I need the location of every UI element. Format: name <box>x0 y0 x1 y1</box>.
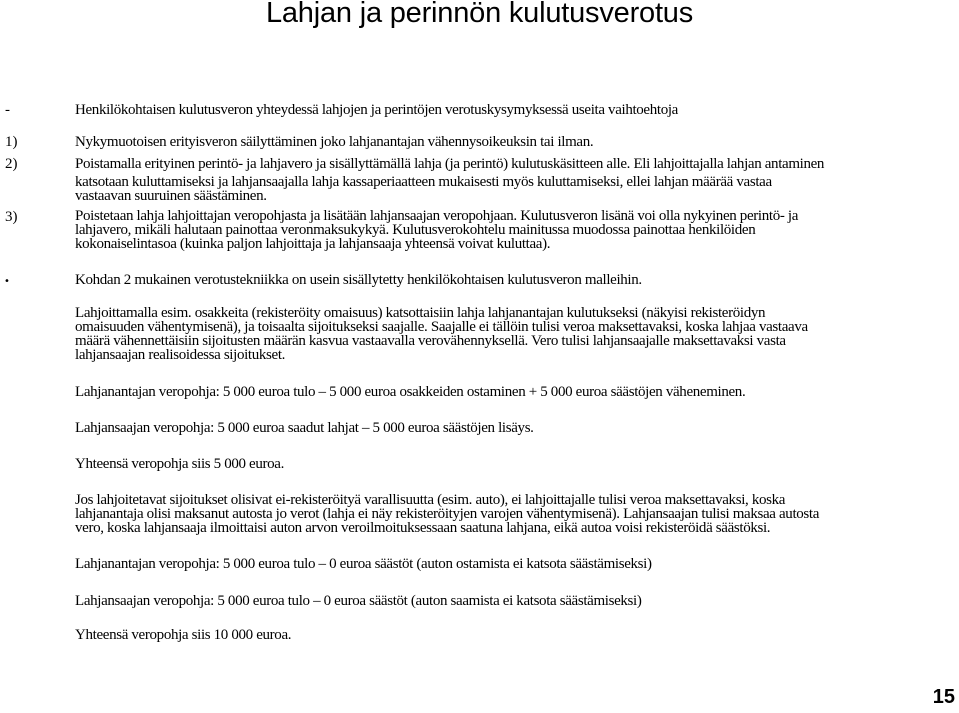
example-1-giver-base: Lahjanantajan veropohja: 5 000 euroa tulo – 5 000 euroa osakkeiden ostaminen + 5 000 euroa säästöjen väheneminen. <box>75 384 746 400</box>
option-1-text <box>75 134 955 150</box>
intro-text: Henkilökohtaisen kulutusveron yhteydessä lahjojen ja perintöjen verotuskysymyksessä useita vaihtoehtoja <box>75 102 678 118</box>
option-3-line: Poistetaan lahja lahjoittajan veropohjasta ja lisätään lahjansaajan veropohjaan. Kulutusveron lisänä voi olla nykyinen perintö- ja <box>75 208 799 224</box>
intro-marker: - <box>5 102 10 118</box>
example-2-paragraph <box>75 493 955 535</box>
page-number: 15 <box>932 686 955 708</box>
example-2-line: Jos lahjoitetavat sijoitukset olisivat ei-rekisteröityä varallisuutta (esim. auto), ei lahjoittajalle tulisi veroa maksettavaksi, koska <box>75 492 786 508</box>
option-3-line: lahjavero, mikäli halutaan painottaa veronmaksukykyä. Kulutusverokohtelu mainitussa muodossa painottaa henkilöiden <box>75 222 756 238</box>
option-1-marker: 1) <box>5 134 18 150</box>
example-2-receiver-base: Lahjansaajan veropohja: 5 000 euroa tulo – 0 euroa säästöt (auton saamista ei katsota säästämiseksi) <box>75 593 642 609</box>
example-2-total: Yhteensä veropohja siis 10 000 euroa. <box>75 627 292 643</box>
example-1-paragraph <box>75 306 955 362</box>
example-1-line: lahjansaajan realisoidessa sijoitukset. <box>75 347 286 363</box>
example-1-line: omaisuuden vähentymisenä), ja toisaalta sijoitukseksi saajalle. Saajalle ei tällöin tulisi veroa maksettavaksi, koska lahjaa vastaava <box>75 319 808 335</box>
option-2-line: vastaavan suuruinen säästäminen. <box>75 188 267 204</box>
option-2-marker: 2) <box>5 156 18 172</box>
option-2-text <box>75 175 955 203</box>
example-1-line: määrä vähennettäisiin sijoitusten määrän kasvua vastaavalla verovähennyksellä. Vero tulisi lahjansaajalle maksettavaksi vasta <box>75 333 786 349</box>
example-2-line: vero, koska lahjansaaja ilmoittaisi auton arvon veroilmoituksessaan saatuna lahjana, eikä autoa voisi rekisteröidä säästöksi. <box>75 520 771 536</box>
example-1-total: Yhteensä veropohja siis 5 000 euroa. <box>75 456 285 472</box>
example-2-line: lahjanantaja olisi maksanut autosta jo verot (lahja ei näy rekisteröityjen varojen vähentymisenä). Lahjansaajan tulisi maksaa autosta <box>75 506 820 522</box>
option-3-line: kokonaiselintasoa (kuinka paljon lahjoittaja ja lahjansaaja yhteensä voivat kuluttaa). <box>75 236 551 252</box>
example-1-line: Lahjoittamalla esim. osakkeita (rekisteröity omaisuus) katsottaisiin lahja lahjanantajan kulutukseksi (näkyisi rekisteröidyn <box>75 305 766 321</box>
example-2-giver-base: Lahjanantajan veropohja: 5 000 euroa tulo – 0 euroa säästöt (auton ostamista ei katsota säästämiseksi) <box>75 556 652 572</box>
option-3-marker: 3) <box>5 209 18 225</box>
bullet-icon: • <box>4 276 10 287</box>
option-2-first-line: Poistamalla erityinen perintö- ja lahjavero ja sisällyttämällä lahja (ja perintö) kulutuskäsitteen alle. Eli lahjoittajalla lahjan antaminen <box>75 156 825 172</box>
option-1-line: Nykymuotoisen erityisveron säilyttäminen joko lahjanantajan vähennysoikeuksin tai ilman. <box>75 134 594 150</box>
option-3-text <box>75 209 955 251</box>
page-title: Lahjan ja perinnön kulutusverotus <box>265 0 694 29</box>
example-1-receiver-base: Lahjansaajan veropohja: 5 000 euroa saadut lahjat – 5 000 euroa säästöjen lisäys. <box>75 420 534 436</box>
bullet-text: Kohdan 2 mukainen verotustekniikka on usein sisällytetty henkilökohtaisen kulutusveron malleihin. <box>75 272 642 288</box>
option-2-line: katsotaan kuluttamiseksi ja lahjansaajalla lahja kassaperiaatteen mukaisesti myös kuluttamiseksi, ellei lahjan määrää vastaa <box>75 174 772 190</box>
